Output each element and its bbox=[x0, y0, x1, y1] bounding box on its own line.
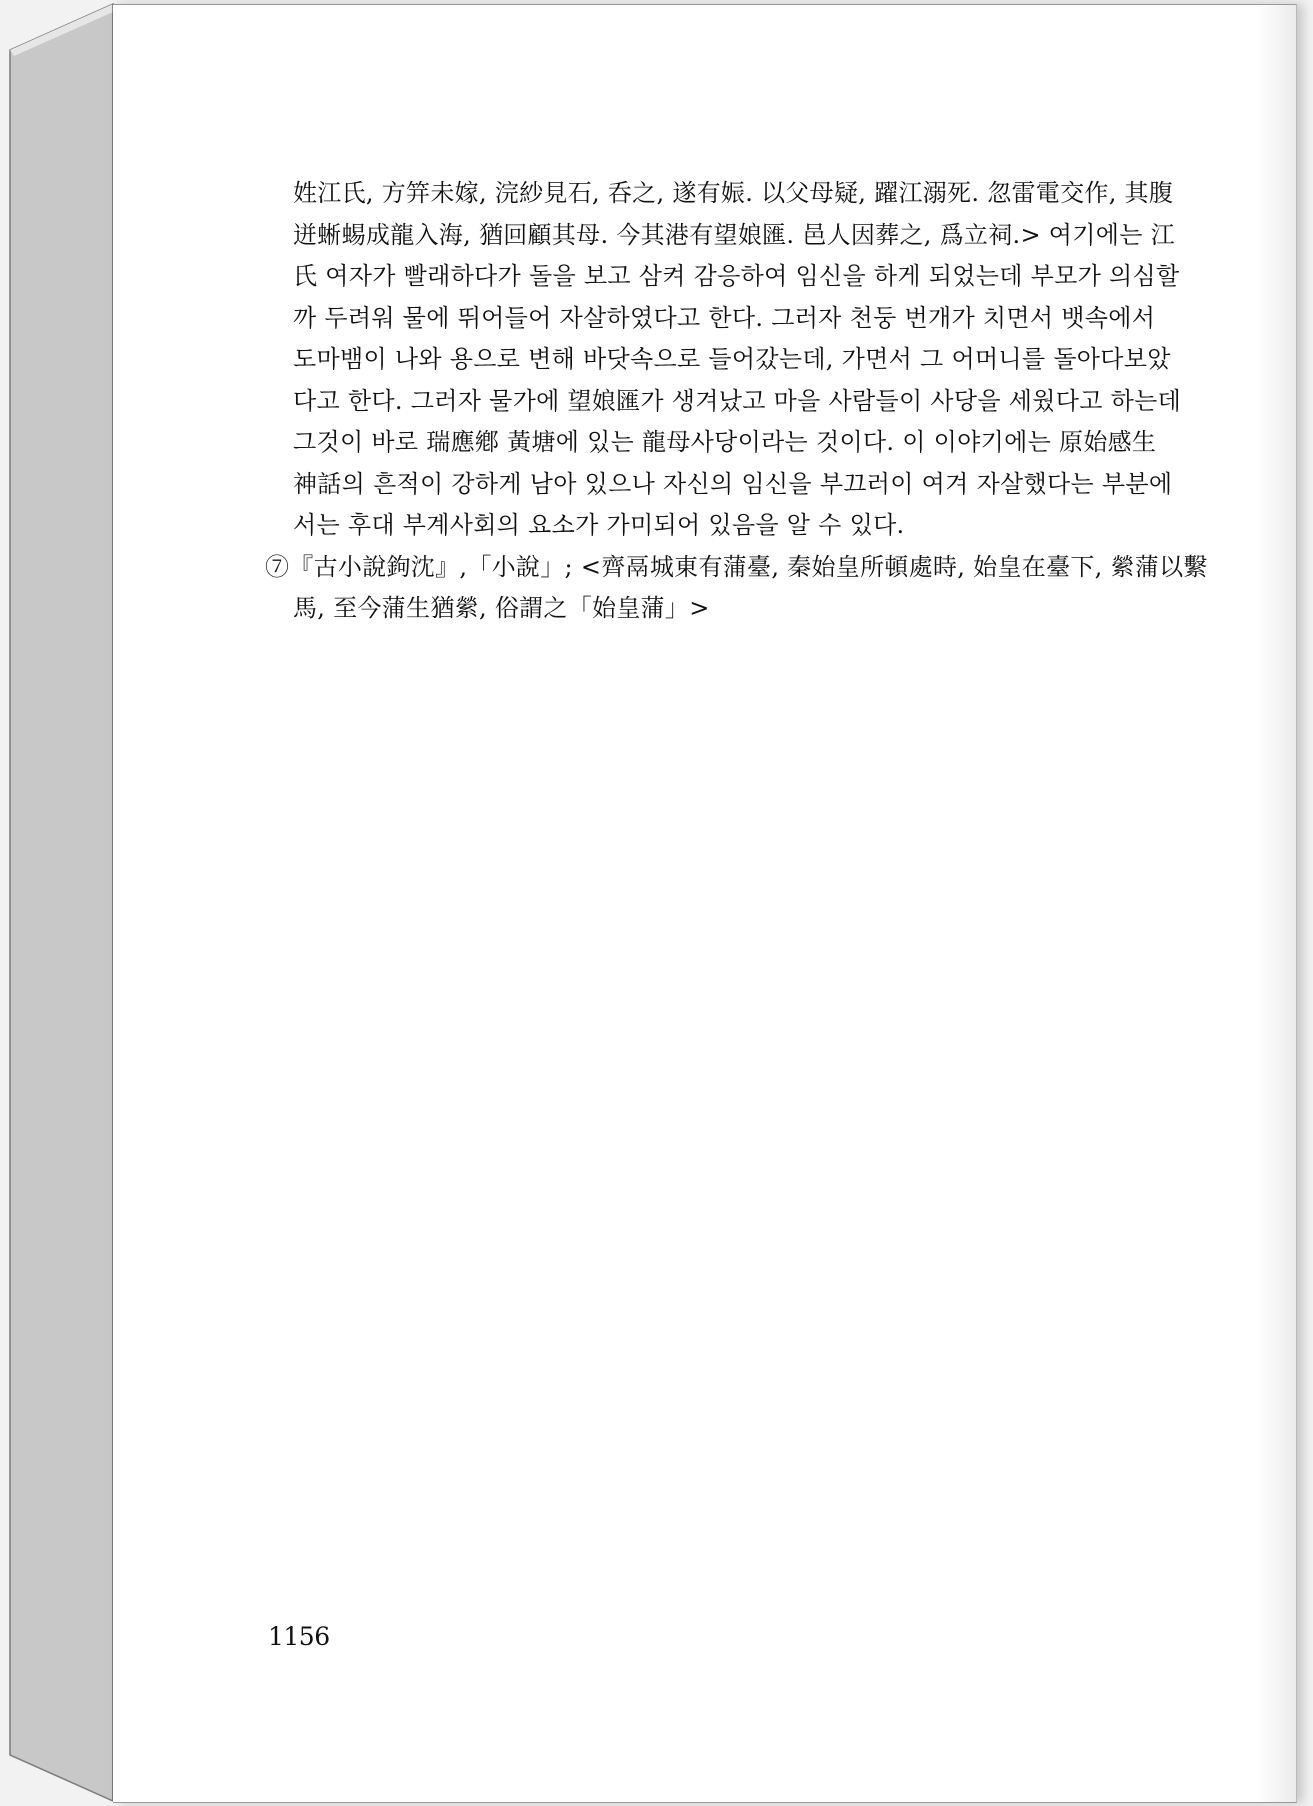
text-line: 그것이 바로 瑞應鄕 黃塘에 있는 龍母사당이라는 것이다. 이 이야기에는 原始感生 bbox=[293, 428, 1157, 456]
footnote-line: 馬, 至今蒲生猶縈, 俗謂之「始皇蒲」> bbox=[293, 594, 710, 622]
text-line: 도마뱀이 나와 용으로 변해 바닷속으로 들어갔는데, 가면서 그 어머니를 돌아다보았 bbox=[293, 345, 1171, 373]
text-line: 迸蜥蜴成龍入海, 猶回顧其母. 今其港有望娘匯. 邑人因葬之, 爲立祠.> 여기에는 江 bbox=[293, 220, 1175, 249]
text-line: 까 두려워 물에 뛰어들어 자살하였다고 한다. 그러자 천둥 번개가 치면서 뱃속에서 bbox=[293, 303, 1156, 332]
text-line: 서는 후대 부계사회의 요소가 가미되어 있음을 알 수 있다. bbox=[293, 511, 905, 539]
text-line: 姓江氏, 方笄未嫁, 浣紗見石, 呑之, 遂有娠. 以父母疑, 躍江溺死. 忽雷電交作, 其腹 bbox=[293, 179, 1174, 207]
document-page bbox=[113, 4, 1297, 1803]
text-line: 氏 여자가 빨래하다가 돌을 보고 삼켜 감응하여 임신을 하게 되었는데 부모가 의심할 bbox=[293, 262, 1180, 290]
text-line: 다고 한다. 그러자 물가에 望娘匯가 생겨났고 마을 사람들이 사당을 세웠다고 하는데 bbox=[293, 386, 1182, 415]
footnote-line: ⑦『古小說鉤沈』,「小說」; <齊鬲城東有蒲臺, 秦始皇所頓處時, 始皇在臺下, 縈蒲以繫 bbox=[265, 552, 1208, 581]
page-number: 1156 bbox=[268, 1622, 330, 1651]
body-text bbox=[265, 173, 1278, 630]
text-line: 神話의 흔적이 강하게 남아 있으나 자신의 임신을 부끄러이 여겨 자살했다는 부분에 bbox=[293, 469, 1173, 498]
